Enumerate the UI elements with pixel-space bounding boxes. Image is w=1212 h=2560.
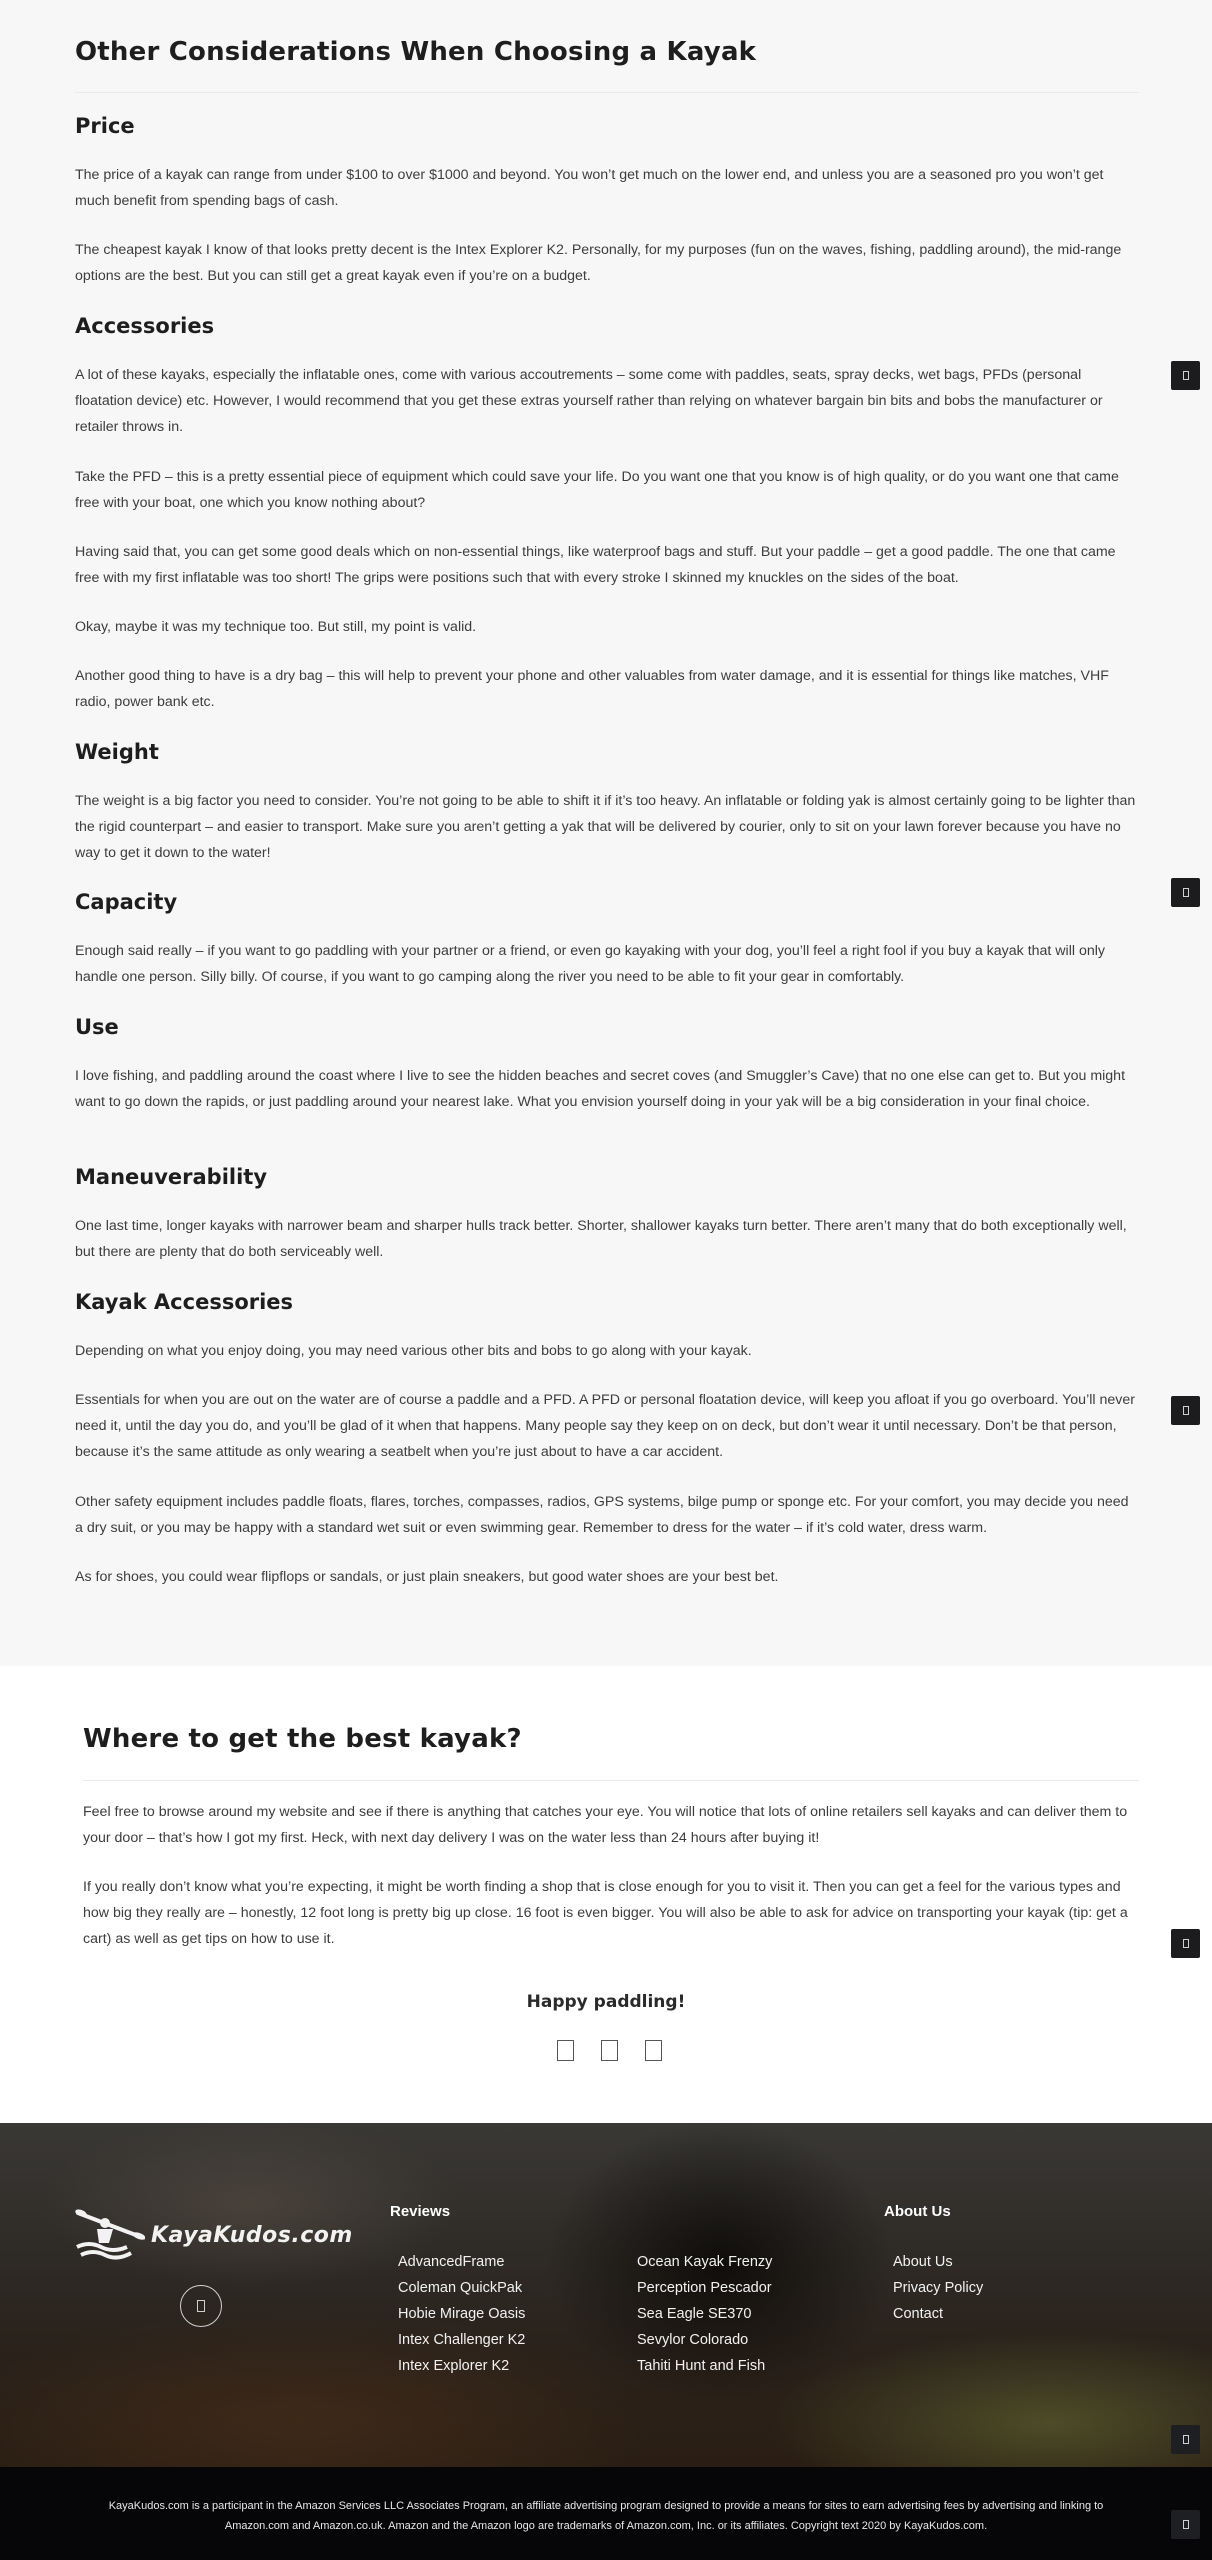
paragraph: A lot of these kayaks, especially the inflatable ones, come with various accoutrements – some come with paddles, seats, spray decks, wet bags, PFDs (personal floatation device) etc. However, I would recommend that you get these extras yourself rather than relying on whatever bargain bin bits and bobs the manufacturer or retailer throws in. xyxy=(75,367,1103,435)
placeholder-icon xyxy=(1183,371,1189,380)
paragraph: The cheapest kayak I know of that looks pretty decent is the Intex Explorer K2. Personally, for my purposes (fun on the waves, fishing, paddling around), the mid-range options are the best. But you can still get a great kayak even if you’re on a budget. xyxy=(75,242,1122,284)
paragraph: Depending on what you enjoy doing, you may need various other bits and bobs to go along with your kayak. xyxy=(75,1343,752,1359)
affiliate-disclaimer: KayaKudos.com is a participant in the Amazon Services LLC Associates Program, an affiliate advertising program designed to provide a means for sites to earn advertising fees by advertising and linking to Amazon.com and Amazon.co.uk. Amazon and the Amazon logo are trademarks of Amazon.com, Inc. or its affiliates. Copyright text 2020 by KayaKudos.com. xyxy=(108,2500,1104,2532)
footer-link[interactable]: Perception Pescador xyxy=(637,2280,772,2296)
floating-side-button[interactable] xyxy=(1171,1396,1200,1425)
paragraph: Other safety equipment includes paddle floats, flares, torches, compasses, radios, GPS systems, bilge pump or sponge etc. For your comfort, you may decide you need a dry suit, or you may be happy with a standard wet suit or even swimming gear. Remember to dress for the water – if it’s cold water, dress warm. xyxy=(75,1494,1129,1536)
footer-link[interactable]: AdvancedFrame xyxy=(398,2254,505,2270)
footer xyxy=(0,2123,1212,2467)
paragraph: As for shoes, you could wear flipflops or sandals, or just plain sneakers, but good water shoes are your best bet. xyxy=(75,1569,779,1585)
floating-side-button[interactable] xyxy=(1171,2425,1200,2454)
paragraph: Another good thing to have is a dry bag – this will help to prevent your phone and other valuables from water damage, and it is essential for things like matches, VHF radio, power bank etc. xyxy=(75,668,1109,710)
social-icon-2[interactable] xyxy=(601,2040,618,2061)
about-list xyxy=(893,2249,983,2327)
footer-link[interactable]: Intex Challenger K2 xyxy=(398,2332,526,2348)
floating-side-button[interactable] xyxy=(1171,878,1200,907)
paragraph: If you really don’t know what you’re expecting, it might be worth finding a shop that is close enough for you to visit it. Then you can get a feel for the various types and how big they really are – honestly, 12 foot long is pretty big up close. 16 foot is even bigger. You will also be able to ask for advice on transporting your kayak (tip: get a cart) as well as get tips on how to use it. xyxy=(83,1879,1128,1947)
placeholder-icon xyxy=(1183,2435,1189,2444)
social-icon-1[interactable] xyxy=(557,2040,574,2061)
placeholder-icon xyxy=(1183,1406,1189,1415)
paragraph: Okay, maybe it was my technique too. But still, my point is valid. xyxy=(75,619,477,635)
paragraph: The weight is a big factor you need to consider. You’re not going to be able to shift it if it’s too heavy. An inflatable or folding yak is almost certainly going to be lighter than the rigid counterpart – and easier to transport. Make sure you aren’t getting a yak that will be delivered by courier, only to sit on your lawn forever because you have no way to get it down to the water! xyxy=(75,793,1136,861)
floating-side-button[interactable] xyxy=(1171,2510,1200,2539)
section-heading-capacity: Capacity xyxy=(75,890,178,914)
placeholder-icon xyxy=(197,2300,205,2312)
footer-link[interactable]: Tahiti Hunt and Fish xyxy=(637,2358,766,2374)
paragraph: Having said that, you can get some good deals which on non-essential things, like waterproof bags and stuff. But your paddle – get a good paddle. The one that came free with my first inflatable was too short! The grips were positions such that with every stroke I skinned my knuckles on the sides of the boat. xyxy=(75,544,1116,586)
where-title: Where to get the best kayak? xyxy=(83,1724,522,1754)
footer-link-privacy[interactable]: Privacy Policy xyxy=(893,2280,984,2296)
copyright-bar xyxy=(0,2467,1212,2560)
placeholder-icon xyxy=(1183,2520,1189,2529)
section-heading-accessories: Accessories xyxy=(75,314,215,338)
footer-link-about[interactable]: About Us xyxy=(893,2254,953,2270)
reviews-list-2 xyxy=(637,2249,772,2379)
where-divider xyxy=(83,1780,1139,1781)
signoff-text: Happy paddling! xyxy=(526,1992,686,2012)
paragraph: Essentials for when you are out on the water are of course a paddle and a PFD. A PFD or personal floatation device, will keep you afloat if you go overboard. You’ll never need it, until the day you do, and you’ll be glad of it when that happens. Many people say they keep on on deck, but don’t wear it until necessary. Don’t be that person, because it’s the same attitude as only wearing a seatbelt when you’re just about to have a car accident. xyxy=(75,1392,1135,1460)
footer-social-button[interactable] xyxy=(180,2285,222,2327)
kayaker-logo-icon xyxy=(75,2207,145,2263)
footer-link[interactable]: Ocean Kayak Frenzy xyxy=(637,2254,773,2270)
reviews-heading: Reviews xyxy=(390,2203,451,2220)
footer-link-contact[interactable]: Contact xyxy=(893,2306,943,2322)
article-title: Other Considerations When Choosing a Kayak xyxy=(75,37,757,67)
footer-link[interactable]: Intex Explorer K2 xyxy=(398,2358,510,2374)
footer-link[interactable]: Sevylor Colorado xyxy=(637,2332,749,2348)
section-heading-price: Price xyxy=(75,114,135,138)
social-links xyxy=(557,2040,662,2061)
social-icon-3[interactable] xyxy=(645,2040,662,2061)
reviews-list-1 xyxy=(398,2249,525,2379)
paragraph: The price of a kayak can range from under $100 to over $1000 and beyond. You won’t get much on the lower end, and unless you are a seasoned pro you won’t get much benefit from spending bags of cash. xyxy=(75,167,1104,209)
placeholder-icon xyxy=(1183,888,1189,897)
section-heading-maneuverability: Maneuverability xyxy=(75,1165,268,1189)
footer-link[interactable]: Hobie Mirage Oasis xyxy=(398,2306,526,2322)
where-to-buy-section xyxy=(0,1666,1212,2123)
footer-link[interactable]: Sea Eagle SE370 xyxy=(637,2306,752,2322)
paragraph: Take the PFD – this is a pretty essential piece of equipment which could save your life. Do you want one that you know is of high quality, or do you want one that came free with your boat, one which you know nothing about? xyxy=(75,469,1119,511)
paragraph: I love fishing, and paddling around the coast where I live to see the hidden beaches and secret coves (and Smuggler’s Cave) that no one else can get to. But you might want to go down the rapids, or just paddling around your nearest lake. What you envision yourself doing in your yak will be a big consideration in your final choice. xyxy=(75,1068,1126,1110)
site-logo[interactable] xyxy=(75,2207,353,2263)
paragraph: One last time, longer kayaks with narrower beam and sharper hulls track better. Shorter, shallower kayaks turn better. There aren’t many that do both exceptionally well, but there are plenty that do both serviceably well. xyxy=(75,1218,1127,1260)
paragraph: Feel free to browse around my website and see if there is anything that catches your eye. You will notice that lots of online retailers sell kayaks and can deliver them to your door – that’s how I got my first. Heck, with next day delivery I was on the water less than 24 hours after buying it! xyxy=(83,1804,1128,1846)
placeholder-icon xyxy=(1183,1939,1189,1948)
paragraph: Enough said really – if you want to go paddling with your partner or a friend, or even go kayaking with your dog, you’ll feel a right fool if you buy a kayak that will only handle one person. Silly billy. Of course, if you want to go camping along the river you need to be able to fit your gear in comfortably. xyxy=(75,943,1105,985)
logo-text: KayaKudos.com xyxy=(151,2222,353,2248)
section-heading-use: Use xyxy=(75,1015,119,1039)
title-divider xyxy=(75,92,1139,93)
footer-link[interactable]: Coleman QuickPak xyxy=(398,2280,523,2296)
floating-side-button[interactable] xyxy=(1171,1929,1200,1958)
floating-side-button[interactable] xyxy=(1171,361,1200,390)
section-heading-kayak-accessories: Kayak Accessories xyxy=(75,1290,294,1314)
about-heading: About Us xyxy=(884,2203,951,2220)
section-heading-weight: Weight xyxy=(75,740,159,764)
